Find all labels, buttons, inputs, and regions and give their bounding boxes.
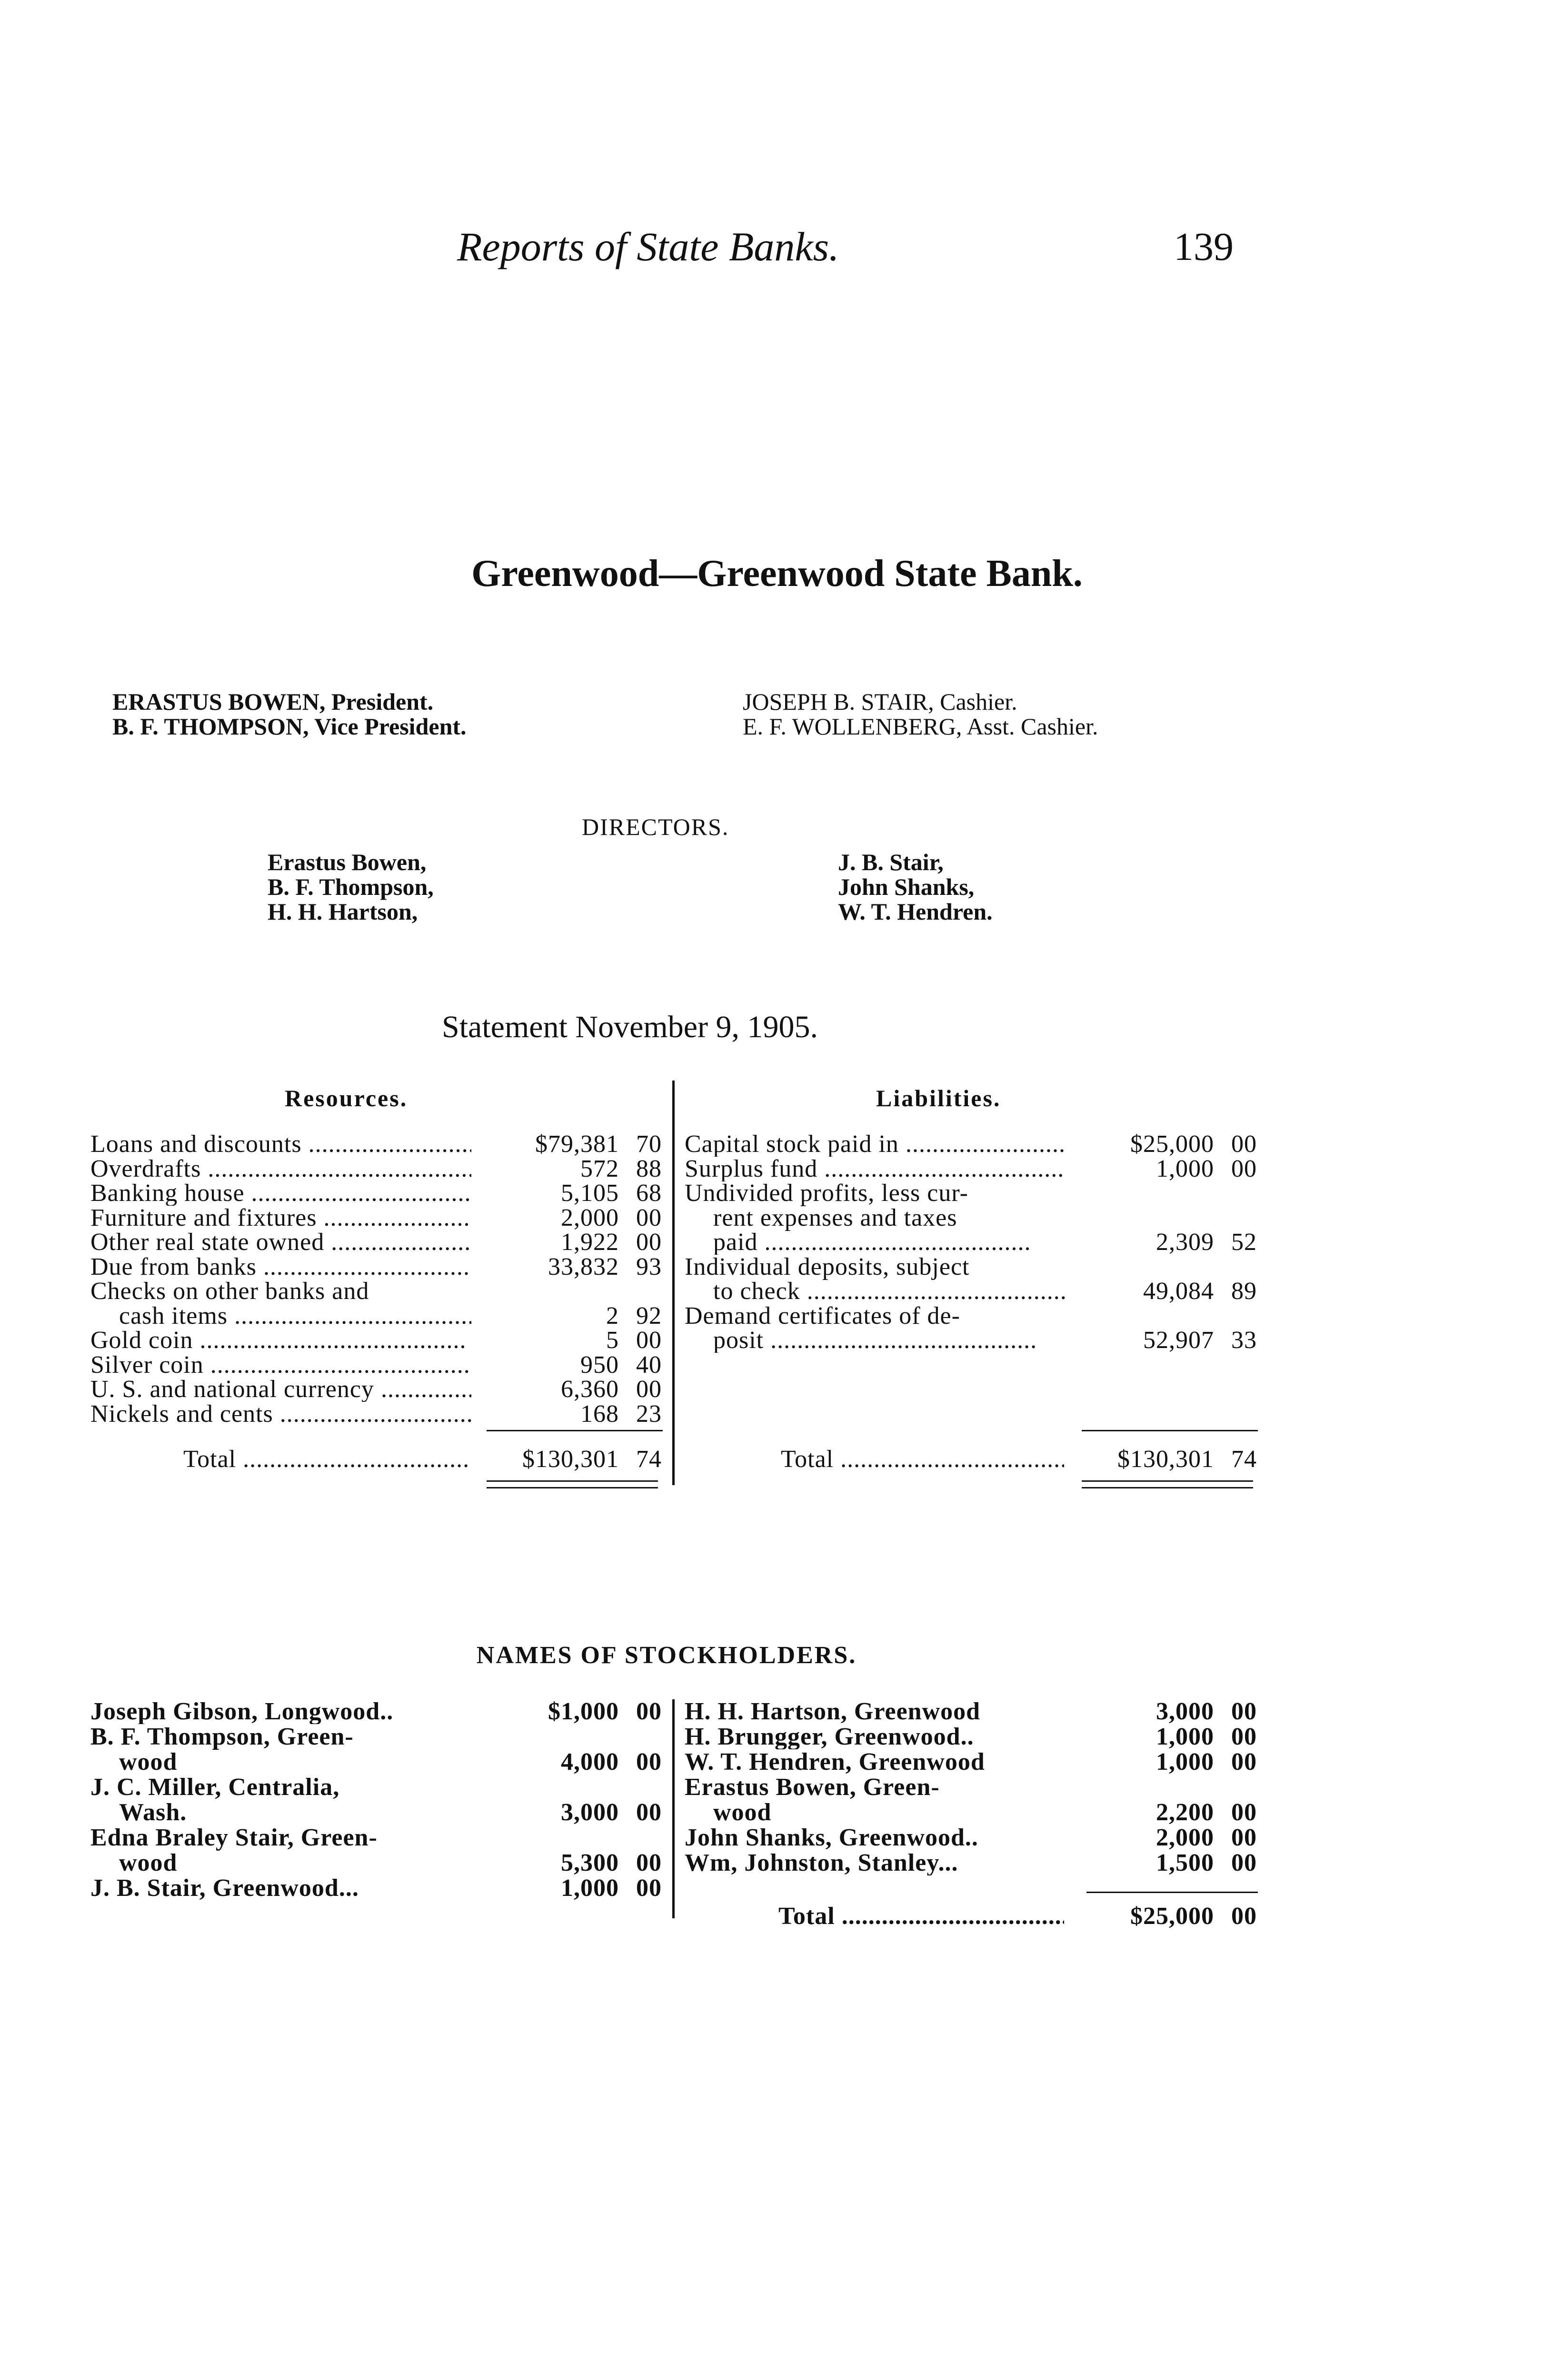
row-label-text: wood bbox=[119, 1750, 178, 1775]
liability-row-label bbox=[713, 1279, 1066, 1304]
leader-dots bbox=[317, 1206, 471, 1230]
stockholders-total-rule bbox=[1086, 1892, 1258, 1893]
resources-table bbox=[90, 1132, 662, 1437]
liability-row-label bbox=[713, 1230, 1066, 1255]
resource-row-label bbox=[90, 1206, 471, 1230]
row-label-text: H. Brungger, Greenwood.. bbox=[685, 1725, 974, 1749]
resource-row-label bbox=[90, 1377, 471, 1402]
directors-right bbox=[838, 850, 993, 924]
resource-row-cents: 68 bbox=[636, 1180, 662, 1207]
liabilities-total-rule bbox=[1082, 1430, 1258, 1431]
director-name: B. F. Thompson, bbox=[268, 873, 434, 900]
stockholder-row-dollars: $1,000 bbox=[548, 1698, 619, 1725]
officer-president: ERASTUS BOWEN, President. bbox=[112, 688, 434, 715]
leader-dots bbox=[204, 1353, 471, 1378]
resource-row-cents: 00 bbox=[636, 1327, 662, 1354]
row-label-text: Wm, Johnston, Stanley... bbox=[685, 1851, 958, 1875]
row-label-text: J. B. Stair, Greenwood... bbox=[90, 1876, 359, 1901]
stockholder-row-label bbox=[90, 1775, 339, 1800]
director-name: John Shanks, bbox=[838, 873, 975, 900]
liability-row-dollars: 2,309 bbox=[1156, 1229, 1214, 1256]
leader-dots bbox=[764, 1328, 1037, 1353]
row-label-text: Silver coin bbox=[90, 1352, 204, 1378]
leader-dots bbox=[800, 1279, 1066, 1304]
stockholders-column-rule bbox=[672, 1699, 675, 1918]
resources-total-dollars: $130,301 bbox=[522, 1446, 619, 1473]
resource-row-dollars: $79,381 bbox=[535, 1130, 619, 1158]
row-label-text: Surplus fund bbox=[685, 1156, 818, 1181]
liability-row-label bbox=[713, 1328, 1066, 1353]
resource-row-dollars: 5,105 bbox=[561, 1180, 619, 1207]
row-label-text: Erastus Bowen, Green- bbox=[685, 1774, 940, 1801]
director-name: W. T. Hendren. bbox=[838, 898, 993, 925]
stockholder-row-dollars: 1,000 bbox=[561, 1874, 619, 1902]
liabilities-total-double-rule bbox=[1082, 1480, 1253, 1488]
stockholder-row-label bbox=[685, 1725, 1066, 1749]
leader-dots bbox=[758, 1230, 1031, 1255]
row-label-text: Nickels and cents bbox=[90, 1401, 273, 1427]
resource-row-label bbox=[90, 1402, 471, 1427]
stockholders-left-list bbox=[90, 1699, 662, 1914]
liability-row-dollars: 1,000 bbox=[1156, 1155, 1214, 1182]
row-label-text: wood bbox=[713, 1800, 772, 1825]
row-label-text: Capital stock paid in bbox=[685, 1132, 899, 1157]
row-label-text: to check bbox=[713, 1279, 800, 1304]
stockholder-row-label bbox=[90, 1699, 471, 1724]
leader-dots bbox=[228, 1304, 471, 1329]
stockholder-row-label bbox=[90, 1876, 471, 1901]
liabilities-table bbox=[685, 1132, 1256, 1437]
resources-total-label: Total bbox=[183, 1447, 237, 1472]
row-label-text: H. H. Hartson, Greenwood bbox=[685, 1699, 981, 1724]
resource-row-label bbox=[90, 1255, 471, 1279]
resource-row-dollars: 2 bbox=[606, 1302, 619, 1329]
row-label-text: U. S. and national currency bbox=[90, 1377, 374, 1402]
stockholder-row-cents: 00 bbox=[1231, 1748, 1257, 1775]
row-label-text: Other real state owned bbox=[90, 1230, 325, 1255]
stockholder-row-cents: 00 bbox=[636, 1799, 662, 1826]
stockholder-row-dollars: 2,200 bbox=[1156, 1799, 1214, 1826]
liability-row-cents: 52 bbox=[1231, 1229, 1257, 1256]
leader-dots bbox=[835, 1904, 1064, 1929]
stockholder-row-dollars: 3,000 bbox=[561, 1799, 619, 1826]
resource-row-dollars: 33,832 bbox=[548, 1253, 619, 1280]
leader-dots bbox=[201, 1157, 471, 1181]
resource-row-dollars: 572 bbox=[580, 1155, 619, 1182]
stockholder-row-cents: 00 bbox=[636, 1748, 662, 1775]
stockholders-right-list bbox=[685, 1699, 1256, 1899]
liability-row-label bbox=[685, 1304, 960, 1329]
officer-asst-cashier: E. F. WOLLENBERG, Asst. Cashier. bbox=[743, 713, 1098, 740]
leader-dots bbox=[302, 1132, 471, 1157]
stockholders-total-row bbox=[778, 1904, 1064, 1929]
liabilities-total-row bbox=[781, 1447, 1064, 1472]
resource-row-label bbox=[90, 1328, 471, 1353]
row-label-text: John Shanks, Greenwood.. bbox=[685, 1825, 978, 1850]
resources-total-double-rule bbox=[487, 1480, 658, 1488]
officers-left bbox=[112, 689, 467, 739]
stockholder-row-dollars: 5,300 bbox=[561, 1849, 619, 1876]
resource-row-label bbox=[90, 1353, 471, 1378]
director-name: J. B. Stair, bbox=[838, 849, 944, 875]
row-label-text: Gold coin bbox=[90, 1328, 193, 1353]
row-label-text: posit bbox=[713, 1328, 764, 1353]
row-label-text: Demand certificates of de- bbox=[685, 1302, 960, 1329]
stockholder-row-label bbox=[90, 1725, 354, 1749]
leader-dots bbox=[817, 1157, 1066, 1181]
row-label-text: Joseph Gibson, Longwood.. bbox=[90, 1699, 394, 1724]
resource-row-dollars: 2,000 bbox=[561, 1204, 619, 1231]
stockholders-heading: NAMES OF STOCKHOLDERS. bbox=[476, 1642, 857, 1669]
leader-dots bbox=[834, 1447, 1064, 1472]
row-label-text: W. T. Hendren, Greenwood bbox=[685, 1750, 985, 1775]
liabilities-total-dollars: $130,301 bbox=[1117, 1446, 1214, 1473]
row-label-text: rent expenses and taxes bbox=[713, 1204, 957, 1231]
resource-row-label bbox=[90, 1279, 369, 1304]
stockholder-row-dollars: 1,000 bbox=[1156, 1748, 1214, 1775]
liability-row-label bbox=[685, 1157, 1066, 1181]
stockholders-total-label: Total bbox=[778, 1904, 835, 1929]
stockholder-row-dollars: 1,500 bbox=[1156, 1849, 1214, 1876]
stockholder-row-label bbox=[90, 1825, 378, 1850]
liability-row-dollars: 52,907 bbox=[1143, 1327, 1214, 1354]
liability-row-cents: 89 bbox=[1231, 1278, 1257, 1305]
stockholder-row-cents: 00 bbox=[1231, 1698, 1257, 1725]
row-label-text: Banking house bbox=[90, 1181, 245, 1206]
resources-total-cents: 74 bbox=[636, 1446, 662, 1473]
resource-row-label bbox=[90, 1132, 471, 1157]
stockholder-row-label bbox=[685, 1775, 940, 1800]
resource-row-cents: 00 bbox=[636, 1376, 662, 1403]
stockholder-row-label bbox=[685, 1825, 1066, 1850]
bank-title: Greenwood—Greenwood State Bank. bbox=[471, 553, 1083, 595]
director-name: Erastus Bowen, bbox=[268, 849, 427, 875]
row-label-text: Furniture and fixtures bbox=[90, 1205, 317, 1230]
row-label-text: Edna Braley Stair, Green- bbox=[90, 1824, 378, 1851]
row-label-text: cash items bbox=[119, 1303, 228, 1329]
leader-dots bbox=[245, 1181, 471, 1206]
director-name: H. H. Hartson, bbox=[268, 898, 418, 925]
page-number: 139 bbox=[1174, 225, 1234, 269]
liability-row-label bbox=[685, 1132, 1066, 1157]
running-header-title: Reports of State Banks. bbox=[457, 224, 839, 269]
liabilities-total-label: Total bbox=[781, 1447, 834, 1472]
resource-row-cents: 92 bbox=[636, 1302, 662, 1329]
stockholder-row-cents: 00 bbox=[1231, 1824, 1257, 1851]
officer-cashier: JOSEPH B. STAIR, Cashier. bbox=[743, 688, 1017, 715]
leader-dots bbox=[899, 1132, 1066, 1157]
liability-row-label bbox=[685, 1181, 968, 1206]
stockholder-row-dollars: 1,000 bbox=[1156, 1723, 1214, 1750]
row-label-text: Undivided profits, less cur- bbox=[685, 1180, 968, 1207]
stockholder-row-dollars: 3,000 bbox=[1156, 1698, 1214, 1725]
resource-row-cents: 00 bbox=[636, 1229, 662, 1256]
leader-dots bbox=[273, 1402, 471, 1427]
resource-row-cents: 93 bbox=[636, 1253, 662, 1280]
row-label-text: Wash. bbox=[119, 1800, 187, 1825]
officers-right bbox=[743, 689, 1098, 739]
stockholder-row-label bbox=[685, 1699, 1066, 1724]
liability-row-dollars: $25,000 bbox=[1130, 1130, 1214, 1158]
resource-row-label bbox=[90, 1181, 471, 1206]
liabilities-heading: Liabilities. bbox=[876, 1085, 1001, 1111]
stockholder-row-label bbox=[713, 1800, 1066, 1825]
row-label-text: J. C. Miller, Centralia, bbox=[90, 1774, 340, 1801]
row-label-text: Overdrafts bbox=[90, 1156, 201, 1181]
resource-row-dollars: 950 bbox=[580, 1351, 619, 1378]
resource-row-dollars: 5 bbox=[606, 1327, 619, 1354]
row-label-text: Checks on other banks and bbox=[90, 1278, 369, 1305]
row-label-text: wood bbox=[119, 1851, 178, 1875]
stockholder-row-label bbox=[119, 1750, 471, 1775]
stockholder-row-cents: 00 bbox=[636, 1849, 662, 1876]
resource-row-label bbox=[90, 1230, 471, 1255]
row-label-text: paid bbox=[713, 1230, 758, 1255]
liability-row-label bbox=[713, 1206, 957, 1230]
row-label-text: B. F. Thompson, Green- bbox=[90, 1723, 354, 1750]
resource-row-cents: 70 bbox=[636, 1130, 662, 1158]
leader-dots bbox=[257, 1255, 471, 1279]
resource-row-label bbox=[119, 1304, 471, 1329]
stockholder-row-cents: 00 bbox=[636, 1874, 662, 1902]
leader-dots bbox=[193, 1328, 467, 1353]
liability-row-cents: 00 bbox=[1231, 1155, 1257, 1182]
row-label-text: Due from banks bbox=[90, 1254, 257, 1279]
stockholder-row-cents: 00 bbox=[1231, 1799, 1257, 1826]
liability-row-label bbox=[685, 1255, 969, 1279]
directors-left bbox=[268, 850, 434, 924]
statement-title: Statement November 9, 1905. bbox=[442, 1010, 818, 1044]
liability-row-dollars: 49,084 bbox=[1143, 1278, 1214, 1305]
stockholders-total-cents: 00 bbox=[1231, 1903, 1257, 1930]
statement-column-rule bbox=[672, 1081, 675, 1485]
stockholder-row-label bbox=[685, 1750, 1066, 1775]
resource-row-cents: 88 bbox=[636, 1155, 662, 1182]
stockholder-row-label bbox=[685, 1851, 1066, 1875]
directors-heading: DIRECTORS. bbox=[582, 813, 729, 840]
resources-total-rule bbox=[487, 1430, 663, 1431]
resource-row-dollars: 168 bbox=[580, 1400, 619, 1428]
resource-row-cents: 00 bbox=[636, 1204, 662, 1231]
stockholder-row-label bbox=[119, 1851, 471, 1875]
stockholder-row-dollars: 2,000 bbox=[1156, 1824, 1214, 1851]
liability-row-cents: 33 bbox=[1231, 1327, 1257, 1354]
resource-row-label bbox=[90, 1157, 471, 1181]
row-label-text: Individual deposits, subject bbox=[685, 1253, 970, 1280]
resources-heading: Resources. bbox=[285, 1085, 408, 1111]
stockholder-row-cents: 00 bbox=[1231, 1849, 1257, 1876]
leader-dots bbox=[324, 1230, 471, 1255]
resource-row-cents: 23 bbox=[636, 1400, 662, 1428]
stockholder-row-cents: 00 bbox=[636, 1698, 662, 1725]
resource-row-dollars: 1,922 bbox=[561, 1229, 619, 1256]
leader-dots bbox=[374, 1377, 471, 1402]
resources-total-row bbox=[183, 1447, 469, 1472]
liability-row-cents: 00 bbox=[1231, 1130, 1257, 1158]
row-label-text: Loans and discounts bbox=[90, 1132, 302, 1157]
officer-vice-president: B. F. THOMPSON, Vice President. bbox=[112, 713, 467, 740]
liabilities-total-cents: 74 bbox=[1231, 1446, 1257, 1473]
resource-row-cents: 40 bbox=[636, 1351, 662, 1378]
stockholder-row-cents: 00 bbox=[1231, 1723, 1257, 1750]
leader-dots bbox=[236, 1447, 469, 1472]
resource-row-dollars: 6,360 bbox=[561, 1376, 619, 1403]
stockholder-row-dollars: 4,000 bbox=[561, 1748, 619, 1775]
stockholders-total-dollars: $25,000 bbox=[1130, 1903, 1214, 1930]
stockholder-row-label bbox=[119, 1800, 471, 1825]
